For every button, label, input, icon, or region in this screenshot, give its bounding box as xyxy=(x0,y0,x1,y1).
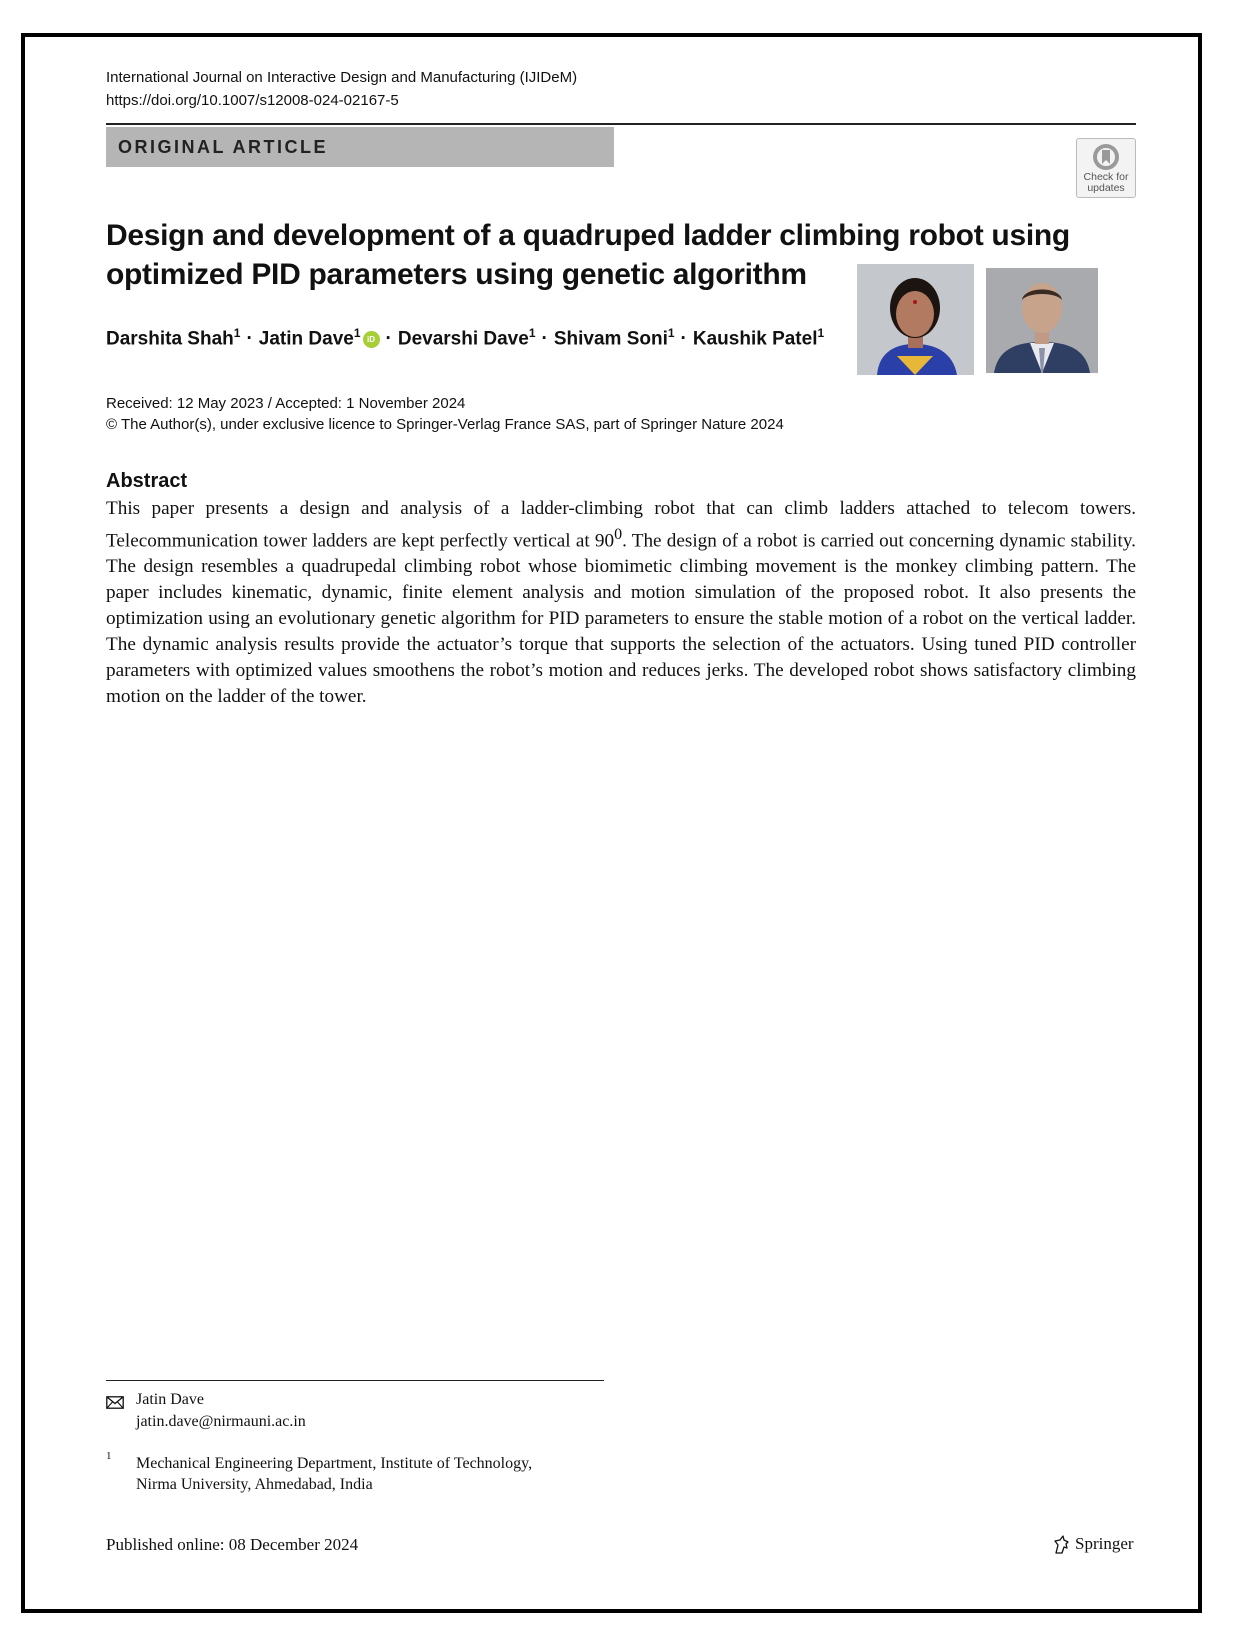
author-list xyxy=(106,326,824,350)
author-affil: 1 xyxy=(353,326,361,340)
author-name[interactable]: Jatin Dave xyxy=(258,328,354,350)
affiliation-number: 1 xyxy=(106,1450,112,1462)
header-rule xyxy=(106,123,1136,125)
published-date: Published online: 08 December 2024 xyxy=(106,1535,359,1554)
author-photo xyxy=(857,264,974,375)
author-separator: · xyxy=(541,328,548,350)
author-affil: 1 xyxy=(817,326,825,340)
author-name[interactable]: Shivam Soni xyxy=(553,328,668,350)
article-type-banner: ORIGINAL ARTICLE xyxy=(106,127,614,167)
author-separator: · xyxy=(385,328,392,350)
author-name[interactable]: Kaushik Patel xyxy=(692,328,818,350)
check-label-1: Check for xyxy=(1083,171,1129,183)
author-separator: · xyxy=(680,328,687,350)
check-for-updates-button[interactable] xyxy=(1076,138,1136,198)
corresponding-author xyxy=(136,1389,306,1433)
journal-header xyxy=(106,66,577,112)
affiliation-line: Nirma University, Ahmedabad, India xyxy=(136,1476,373,1493)
abstract-superscript: 0 xyxy=(614,526,623,543)
copyright-notice: © The Author(s), under exclusive licence to Springer-Verlag France SAS, part of Springer Nature 2024 xyxy=(106,416,784,433)
article-dates xyxy=(106,393,784,435)
journal-name: International Journal on Interactive Design and Manufacturing (IJIDeM) xyxy=(106,69,578,86)
abstract-text-part: This paper presents a design and analysis of a ladder-climbing robot that can climb ladders attached to telecom towers. Telecommunication tower ladders are kept perfectly vertical at 90 xyxy=(106,498,1136,552)
publisher-name: Springer xyxy=(1075,1534,1134,1553)
author-affil: 1 xyxy=(528,326,536,340)
affiliation-line: Mechanical Engineering Department, Institute of Technology, xyxy=(136,1455,533,1472)
author-affil: 1 xyxy=(233,326,241,340)
corresponding-name: Jatin Dave xyxy=(136,1391,204,1408)
author-photo xyxy=(986,268,1098,373)
check-label-2: updates xyxy=(1087,182,1125,194)
publisher-logo xyxy=(1052,1534,1134,1555)
doi-link[interactable]: https://doi.org/10.1007/s12008-024-02167-5 xyxy=(106,92,399,109)
author-affil: 1 xyxy=(667,326,675,340)
springer-horse-icon xyxy=(1052,1535,1072,1555)
footnote-rule xyxy=(106,1380,604,1381)
article-title: Design and development of a quadruped ladder climbing robot using optimized PID parameters using genetic algorithm xyxy=(106,219,1070,291)
corresponding-email[interactable]: jatin.dave@nirmauni.ac.in xyxy=(136,1413,306,1430)
envelope-icon xyxy=(106,1396,124,1409)
abstract-heading: Abstract xyxy=(106,470,188,492)
abstract-text-part: . The design of a robot is carried out concerning dynamic stability. The design resembles a quadrupedal climbing robot whose biomimetic climbing movement is the monkey climbing pattern. The paper includes kinematic, dynamic, finite element analysis and motion simulation of the proposed robot. It also presents the optimization using an evolutionary genetic algorithm for PID parameters to ensure the stable motion of a robot on the vertical ladder. The dynamic analysis results provide the actuator’s torque that supports the selection of the actuators. Using tuned PID controller parameters with optimized values smoothens the robot’s motion and reduces jerks. The developed robot shows satisfactory climbing motion on the ladder of the tower. xyxy=(106,530,1136,708)
orcid-icon[interactable]: iD xyxy=(363,331,380,348)
author-separator: · xyxy=(246,328,253,350)
abstract-text xyxy=(106,496,1136,710)
author-name[interactable]: Devarshi Dave xyxy=(397,328,529,350)
affiliation xyxy=(136,1453,616,1495)
bookmark-refresh-icon xyxy=(1091,142,1121,172)
received-accepted: Received: 12 May 2023 / Accepted: 1 November 2024 xyxy=(106,395,466,412)
author-name[interactable]: Darshita Shah xyxy=(106,328,234,350)
